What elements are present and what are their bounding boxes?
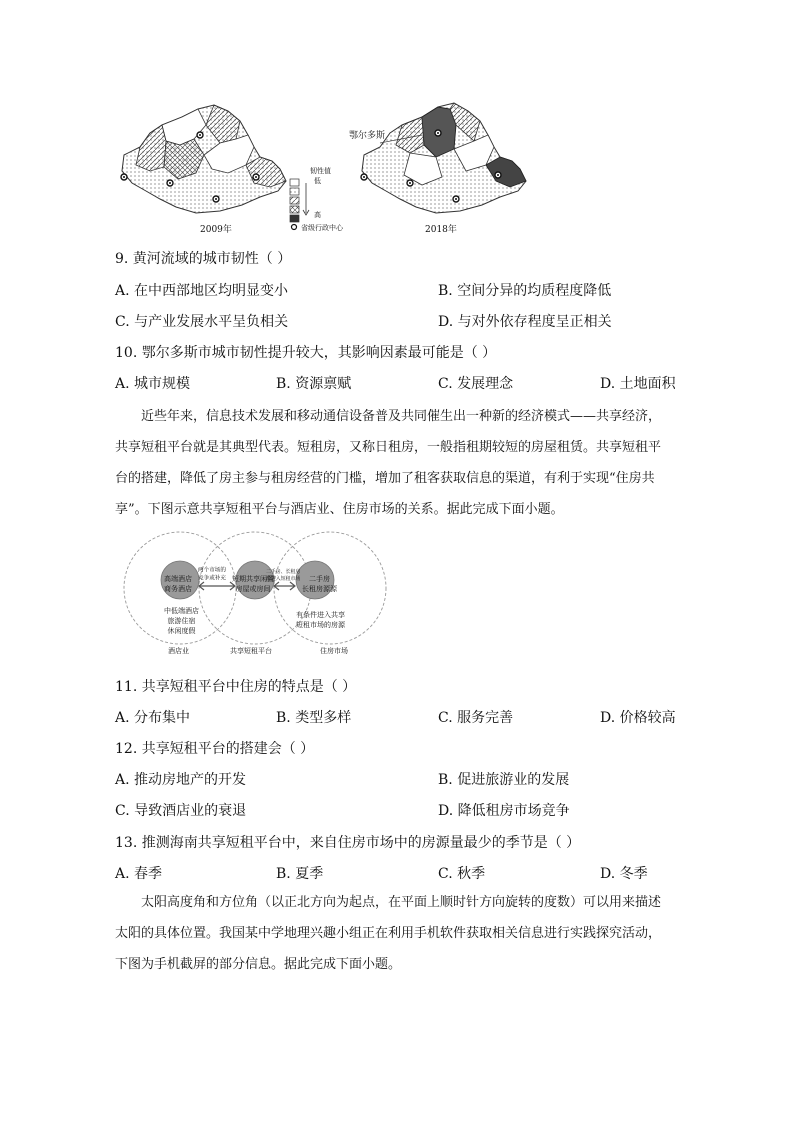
q13-option-d: D. 冬季 <box>600 866 648 882</box>
q12-option-c: C. 导致酒店业的衰退 <box>115 803 247 819</box>
passage-solar-position <box>115 887 705 980</box>
q11-stem: 11. 共享短租平台中住房的特点是（ ） <box>115 679 357 695</box>
passage2-line: 太阳高度角和方位角（以正北方向为起点，在平面上顺时针方向旋转的度数）可以用来描述 <box>141 895 662 910</box>
passage-sharing-economy <box>115 401 705 525</box>
passage2-line: 下图为手机截屏的部分信息。据此完成下面小题。 <box>115 957 402 972</box>
q12-option-a: A. 推动房地产的开发 <box>115 772 247 788</box>
q9-option-b: B. 空间分异的均质程度降低 <box>438 283 612 299</box>
passage2-line: 太阳的具体位置。我国某中学地理兴趣小组正在利用手机软件获取相关信息进行实践探究活动， <box>115 926 662 941</box>
passage1-line: 台的搭建，降低了房主参与租房经营的门槛，增加了租客获取信息的渠道，有利于实现“住房共 <box>115 471 655 486</box>
map-figure <box>110 95 540 235</box>
legend-low: 低 <box>314 177 321 185</box>
venn-left-arrow-label: 两个市场的 竞争或补充 <box>198 566 226 582</box>
q10-stem: 10. 鄂尔多斯市城市韧性提升较大，其影响因素最可能是（ ） <box>115 345 497 361</box>
q13-stem: 13. 推测海南共享短租平台中，来自住房市场中的房源量最少的季节是（ ） <box>115 835 581 851</box>
q11-option-a: A. 分布集中 <box>115 710 191 726</box>
q13-option-a: A. 春季 <box>115 866 163 882</box>
passage1-line: 共享短租平台就是其典型代表。短租房，又称日租房，一般指租期较短的房屋租赁。共享短租平 <box>115 440 662 455</box>
map-legend <box>290 179 309 230</box>
passage1-line: 享”。下图示意共享短租平台与酒店业、住房市场的关系。据此完成下面小题。 <box>115 502 564 517</box>
venn-right-title: 二手房 长租房源源 <box>302 575 337 593</box>
venn-right-sub: 有条件进入共享 短租市场的房源 <box>296 611 345 629</box>
map-2018-year-label: 2018年 <box>425 225 457 235</box>
q12-option-b: B. 促进旅游业的发展 <box>438 772 570 788</box>
ordos-label: 鄂尔多斯 <box>349 131 386 141</box>
legend-center: 省级行政中心 <box>301 224 343 232</box>
q12-stem: 12. 共享短租平台的搭建会（ ） <box>115 741 315 757</box>
q10-option-b: B. 资源禀赋 <box>276 376 352 392</box>
q11-option-b: B. 类型多样 <box>276 710 352 726</box>
q9-stem: 9. 黄河流域的城市韧性（ ） <box>115 251 292 267</box>
q13-option-c: C. 秋季 <box>438 866 486 882</box>
venn-right-caption: 住房市场 <box>320 647 348 655</box>
q11-option-c: C. 服务完善 <box>438 710 514 726</box>
q12-option-d: D. 降低租房市场竞争 <box>438 803 570 819</box>
venn-diagram <box>118 530 394 660</box>
passage1-line: 近些年来，信息技术发展和移动通信设备普及共同催生出一种新的经济模式——共享经济， <box>141 409 662 424</box>
q9-option-c: C. 与产业发展水平呈负相关 <box>115 314 289 330</box>
legend-title: 韧性值 <box>310 167 331 175</box>
map-2009-year-label: 2009年 <box>200 225 232 235</box>
venn-right-arrow-label: 二手房、长租房 源进入短租市场 <box>266 568 301 582</box>
q10-option-d: D. 土地面积 <box>600 376 676 392</box>
venn-center-title: 短期共享闲置 房屋或房间 <box>232 575 274 593</box>
venn-left-caption: 酒店业 <box>168 647 189 655</box>
map-2018 <box>361 103 526 213</box>
legend-high: 高 <box>314 211 321 219</box>
resilience-maps <box>110 95 540 235</box>
q11-option-d: D. 价格较高 <box>600 710 676 726</box>
q9-option-a: A. 在中西部地区均明显变小 <box>115 283 289 299</box>
venn-figure <box>118 530 394 660</box>
venn-center-caption: 共享短租平台 <box>230 647 272 655</box>
q10-option-c: C. 发展理念 <box>438 376 514 392</box>
map-2009 <box>121 105 286 213</box>
q10-option-a: A. 城市规模 <box>115 376 191 392</box>
q9-option-d: D. 与对外依存程度呈正相关 <box>438 314 612 330</box>
venn-left-title: 高端酒店 商务酒店 <box>164 575 192 593</box>
q13-option-b: B. 夏季 <box>276 866 324 882</box>
venn-left-sub: 中低端酒店 旅游住宿 休闲度假 <box>164 607 199 635</box>
